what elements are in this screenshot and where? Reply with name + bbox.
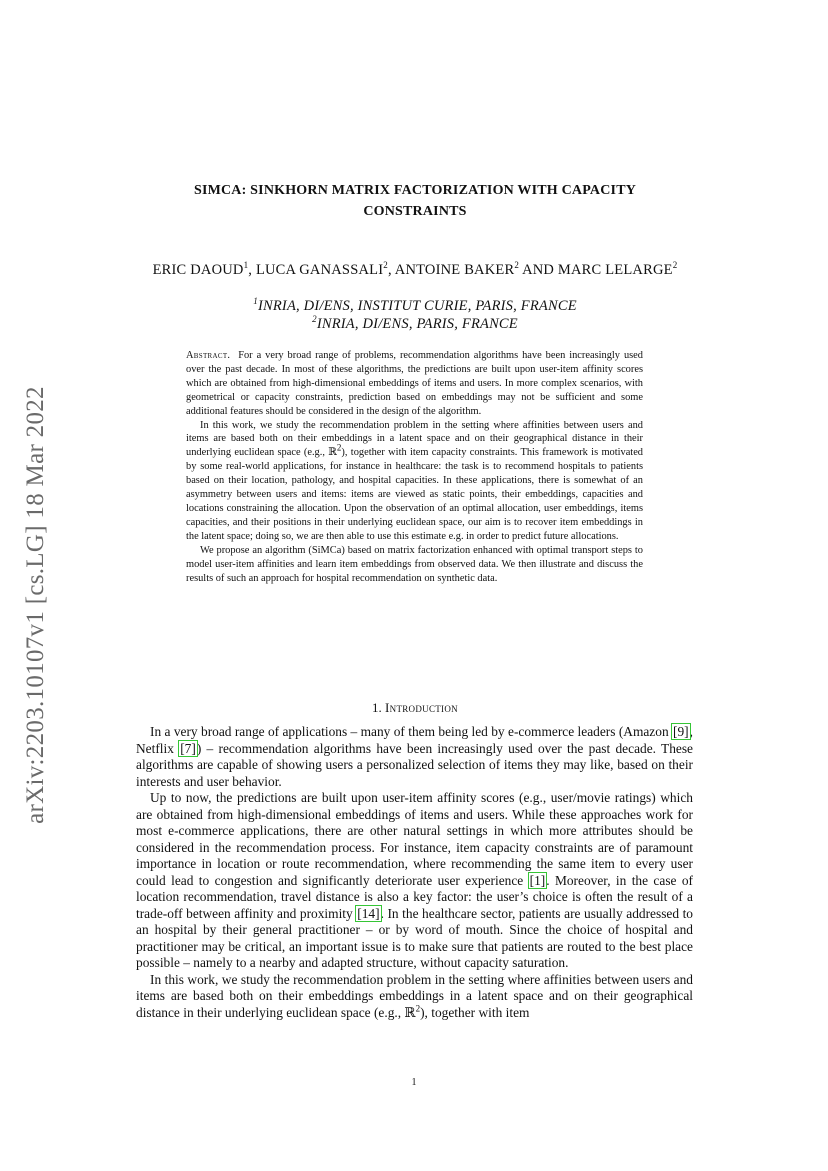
body-text: ), together with item (420, 1004, 530, 1020)
body-paragraph-3 (136, 972, 693, 1022)
body-text: . In the healthcare sector, patients are usually addressed to an hospital by their general practitioner – or by word of mouth. Since the choice of hospital and practitioner may be critical, an important issue is to make sure that patients are routed to the best place possible – namely to a nearby and adapted structure, without capacity saturation. (136, 905, 694, 970)
section-heading (130, 700, 700, 716)
author-name: MARC LELARGE (557, 262, 673, 278)
arxiv-identifier-stamp (12, 360, 60, 850)
author-name: LUCA GANASSALI (255, 262, 384, 278)
paper-title (130, 180, 700, 222)
paper-title-line-2: CONSTRAINTS (363, 204, 467, 219)
abstract-text: ), together with item capacity constraints. This framework is motivated by some real-world applications, for instance in healthcare: the task is to recommend hospitals to patients based on their location, pathology, and hospital capacities. In these applications, there is somewhat of an asymmetry between users and items: items are viewed as static points, their embeddings, capacities and locations constraining the allocation. Upon the observation of an optimal allocation, user embeddings, items capacities, and their positions in their underlying euclidean space, our aim is to recover item embeddings in the latent space; doing so, we are then able to use this estimate e.g. in order to predict future allocations. (186, 447, 643, 542)
body-text: Up to now, the predictions are built upon user-item affinity scores (e.g., user/movie ratings) which are obtained from high-dimensional embeddings of items and users. While these approaches work for most e-commerce applications, there are other natural settings in which more attributes should be considered in the recommendation process. For instance, item capacity constraints are of paramount importance in location or route recommendation, where recommending the same item to every user could lead to congestion and significantly deteriorate user experience (136, 790, 693, 888)
introduction-body (136, 724, 693, 1021)
body-paragraph-1 (136, 724, 693, 790)
abstract-text: In this work, we study the recommendation problem in the setting where affinities between users and items are based both on their embeddings in a latent space and on their geographical distance in their underlying euclidean space (e.g., ℝ (186, 419, 643, 459)
citation-link[interactable]: [9] (673, 724, 689, 739)
body-paragraph-2 (136, 790, 693, 972)
author-affiliation-mark: 2 (672, 260, 678, 271)
abstract-label: Abstract. (186, 350, 231, 361)
citation-link[interactable]: [1] (529, 872, 546, 888)
abstract-paragraph-3 (186, 544, 643, 586)
affiliation-text: INRIA, DI/ENS, INSTITUT CURIE, PARIS, FRANCE (257, 298, 577, 314)
paper-title-line-1: SIMCA: SINKHORN MATRIX FACTORIZATION WITH CAPACITY (193, 183, 637, 198)
citation-link[interactable]: [7] (180, 740, 196, 756)
author-affiliation-mark: 2 (514, 260, 520, 271)
superscript: 2 (336, 442, 342, 453)
body-text: . Moreover, in the case of location recommendation, travel distance is also a key factor: the user’s choice is often the result of a trade-off between affinity and proximity (136, 872, 694, 921)
body-text: ) – recommendation algorithms have been increasingly used over the past decade. These algorithms are capable of showing users a personalized selection of items they may like, based on their interests and user behavior. (136, 740, 693, 789)
arxiv-identifier-text: arXiv:2203.10107v1 [cs.LG] 18 Mar 2022 (22, 386, 49, 824)
affiliation-2 (150, 316, 680, 333)
affiliation-1 (150, 298, 680, 315)
superscript: 2 (415, 1003, 421, 1014)
abstract (186, 349, 643, 585)
section-title: Introduction (385, 700, 458, 715)
author-name: ERIC DAOUD (152, 262, 244, 278)
abstract-text: We propose an algorithm (SiMCa) based on matrix factorization enhanced with optimal transport steps to model user-item affinities and learn item embeddings from observed data. We then illustrate and discuss the results of such an approach for hospital recommendation on synthetic data. (186, 544, 643, 584)
author-separator: , (387, 262, 395, 278)
author-affiliation-mark: 2 (383, 260, 388, 271)
author-list (100, 262, 730, 279)
body-text: In a very broad range of applications – many of them being led by e-commerce leaders (Amazon (150, 724, 673, 739)
affiliation-text: INRIA, DI/ENS, PARIS, FRANCE (316, 316, 518, 332)
page-number: 1 (411, 1077, 417, 1088)
affiliation-mark: 2 (312, 314, 317, 325)
author-name: ANTOINE BAKER (394, 262, 515, 278)
author-separator: , (248, 262, 256, 278)
citation-link[interactable]: [14] (357, 905, 380, 921)
author-separator: AND (519, 262, 558, 278)
body-text: , Netflix (136, 724, 693, 756)
abstract-paragraph-1 (186, 349, 643, 419)
section-number: 1. (372, 700, 382, 715)
abstract-paragraph-2 (186, 419, 643, 544)
author-affiliation-mark: 1 (243, 260, 249, 271)
body-text: In this work, we study the recommendation problem in the setting where affinities between users and items are based both on their embeddings embeddings in a latent space and on their geographical distance in their underlying euclidean space (e.g., ℝ (136, 971, 693, 1020)
abstract-text: For a very broad range of problems, recommendation algorithms have been increasingly used over the past decade. In most of these algorithms, the predictions are built upon user-item affinity scores which are obtained from high-dimensional embeddings of items and users. In more complex scenarios, with geometrical or capacity constraints, prediction based on embeddings may not be sufficient and some additional features should be considered in the design of the algorithm. (186, 350, 643, 417)
affiliation-mark: 1 (253, 296, 258, 307)
